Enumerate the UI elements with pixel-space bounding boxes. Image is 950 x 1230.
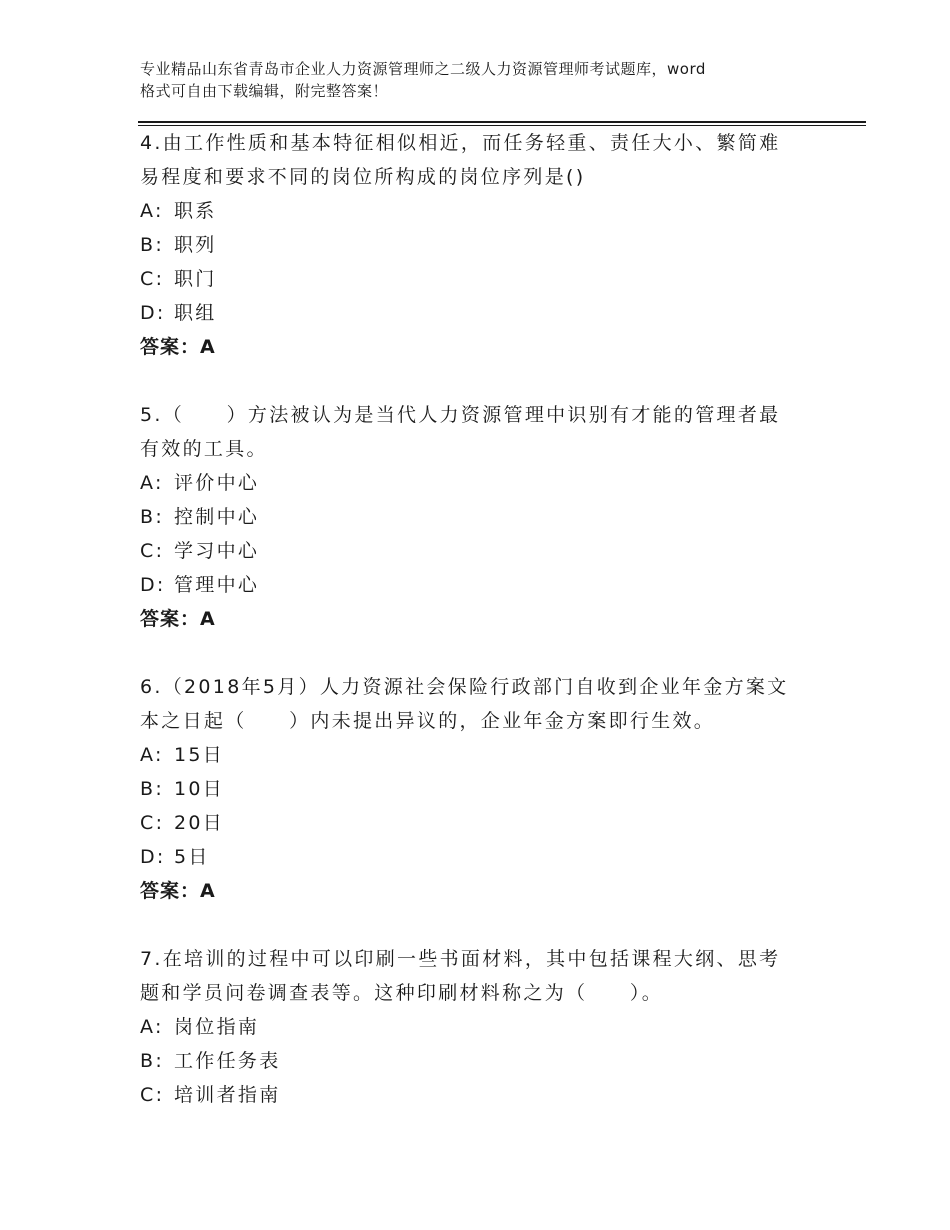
option-letter: A:: [140, 472, 164, 494]
option-c: [140, 806, 820, 840]
question-text-line: 6.（2018年5月）人力资源社会保险行政部门自收到企业年金方案文: [140, 676, 789, 698]
option-text: 工作任务表: [174, 1050, 281, 1072]
option-text: 15日: [174, 744, 225, 766]
answer-label: 答案：A: [140, 880, 216, 902]
question-6: [140, 670, 820, 908]
option-letter: C:: [140, 812, 165, 834]
option-d: [140, 840, 820, 874]
option-text: 20日: [174, 812, 225, 834]
option-letter: C:: [140, 1084, 165, 1106]
header-line-1: 专业精品山东省青岛市企业人力资源管理师之二级人力资源管理师考试题库，word: [140, 60, 706, 78]
option-b: [140, 772, 820, 806]
option-c: [140, 534, 820, 568]
option-text: 职门: [174, 268, 217, 290]
question-4: [140, 126, 820, 364]
option-letter: D:: [140, 574, 166, 596]
option-letter: B:: [140, 1050, 165, 1072]
question-7: [140, 942, 820, 1112]
header-rule-thick: [138, 121, 866, 123]
question-text-line: 7.在培训的过程中可以印刷一些书面材料，其中包括课程大纲、思考: [140, 948, 781, 970]
option-d: [140, 568, 820, 602]
option-text: 评价中心: [174, 472, 260, 494]
option-text: 岗位指南: [174, 1016, 260, 1038]
question-text-line: 4.由工作性质和基本特征相似相近，而任务轻重、责任大小、繁简难: [140, 132, 781, 154]
answer-label: 答案：A: [140, 608, 216, 630]
answer-label: 答案：A: [140, 336, 216, 358]
question-text-line: 题和学员问卷调查表等。这种印刷材料称之为（ ）。: [140, 982, 664, 1004]
document-header: [140, 58, 840, 102]
option-text: 学习中心: [174, 540, 260, 562]
option-text: 职组: [174, 302, 217, 324]
option-letter: B:: [140, 234, 165, 256]
option-a: [140, 466, 820, 500]
option-a: [140, 1010, 820, 1044]
option-letter: C:: [140, 540, 165, 562]
option-d: [140, 296, 820, 330]
option-letter: A:: [140, 200, 164, 222]
option-c: [140, 262, 820, 296]
header-line-2: 格式可自由下载编辑，附完整答案！: [140, 82, 389, 100]
option-letter: B:: [140, 506, 165, 528]
option-text: 管理中心: [174, 574, 260, 596]
option-letter: D:: [140, 846, 166, 868]
question-text-line: 有效的工具。: [140, 438, 268, 460]
option-b: [140, 228, 820, 262]
question-text-line: 5.（ ）方法被认为是当代人力资源管理中识别有才能的管理者最: [140, 404, 781, 426]
option-a: [140, 738, 820, 772]
option-c: [140, 1078, 820, 1112]
option-letter: A:: [140, 1016, 164, 1038]
option-text: 职系: [174, 200, 217, 222]
option-letter: B:: [140, 778, 165, 800]
option-letter: C:: [140, 268, 165, 290]
option-letter: A:: [140, 744, 164, 766]
question-list: [140, 126, 820, 1146]
option-b: [140, 1044, 820, 1078]
question-text-line: 易程度和要求不同的岗位所构成的岗位序列是(): [140, 166, 586, 188]
option-text: 10日: [174, 778, 225, 800]
option-text: 培训者指南: [174, 1084, 281, 1106]
option-text: 职列: [174, 234, 217, 256]
option-a: [140, 194, 820, 228]
option-text: 5日: [174, 846, 210, 868]
question-5: [140, 398, 820, 636]
option-text: 控制中心: [174, 506, 260, 528]
option-letter: D:: [140, 302, 166, 324]
option-b: [140, 500, 820, 534]
question-text-line: 本之日起（ ）内未提出异议的，企业年金方案即行生效。: [140, 710, 716, 732]
